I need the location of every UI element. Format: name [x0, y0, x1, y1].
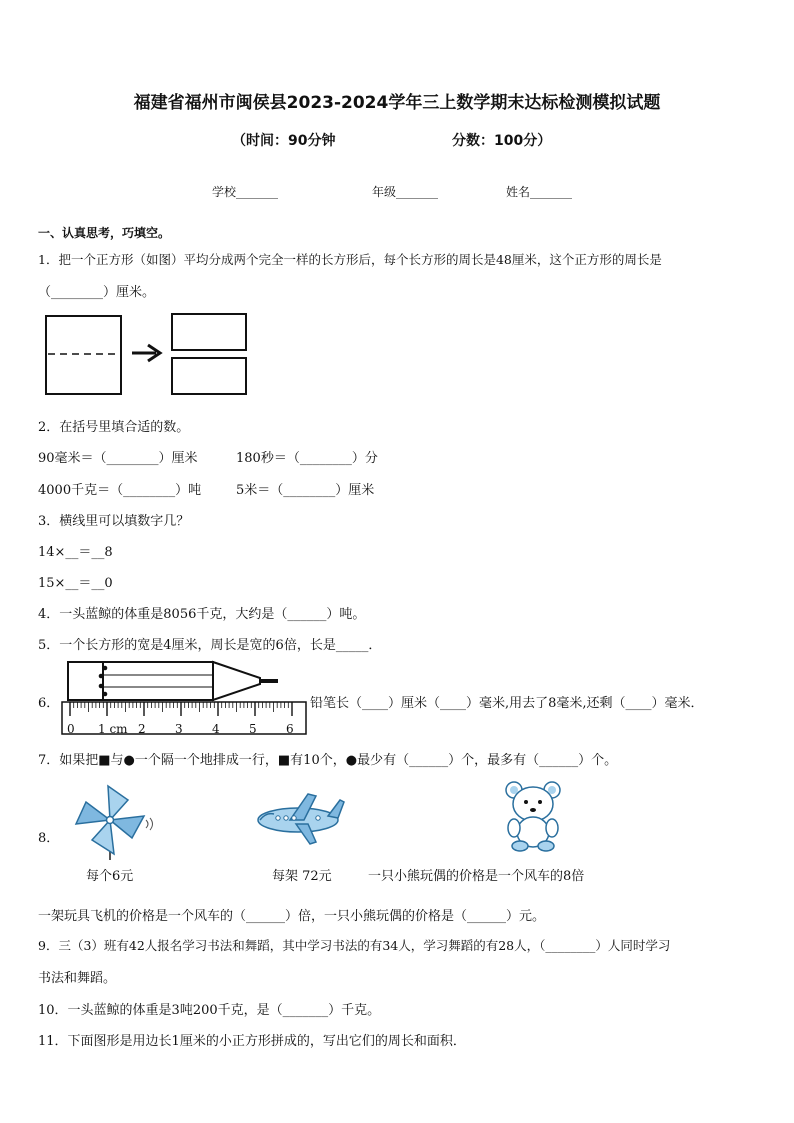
q2-text: 2．在括号里填合适的数。 — [38, 420, 190, 435]
q6-number: 6． — [38, 696, 60, 711]
ruler-label-0: 0 — [67, 722, 75, 736]
q3-b: 15×__＝__0 — [38, 576, 113, 591]
q8-text: 一架玩具飞机的价格是一个风车的（______）倍，一只小熊玩偶的价格是（______）元。 — [38, 909, 546, 924]
q8-number: 8． — [38, 831, 60, 846]
q8-caption-airplane: 每架 72元 — [272, 869, 332, 884]
q1-line2: （________）厘米。 — [38, 285, 156, 300]
section-heading: 一、认真思考，巧填空。 — [38, 226, 171, 240]
q2-a: 90毫米＝（________）厘米 — [38, 451, 198, 466]
exam-time: （时间：90分钟 — [232, 133, 336, 149]
q1-line1: 1．把一个正方形（如图）平均分成两个完全一样的长方形后，每个长方形的周长是48厘米，这个正方形的周长是 — [38, 252, 662, 267]
pencil-ruler-figure — [60, 658, 310, 738]
ruler-label-5: 5 — [249, 722, 257, 736]
square-split-figure — [40, 310, 252, 396]
q10-text: 10．一头蓝鲸的体重是3吨200千克，是（_______）千克。 — [38, 1003, 381, 1018]
pinwheel-icon — [72, 780, 158, 860]
ruler-label-4: 4 — [212, 722, 220, 736]
page-title: 福建省福州市闽侯县2023-2024学年三上数学期末达标检测模拟试题 — [133, 93, 661, 113]
name-field: 姓名_______ — [506, 185, 573, 199]
school-field: 学校_______ — [212, 185, 279, 199]
q8-caption-pinwheel: 每个6元 — [86, 869, 134, 884]
q3-text: 3．横线里可以填数字几？ — [38, 514, 190, 529]
q5-text: 5．一个长方形的宽是4厘米，周长是宽的6倍，长是_____． — [38, 638, 382, 653]
ruler-label-1: 1 cm — [98, 722, 128, 736]
q9-line1: 9．三（3）班有42人报名学习书法和舞蹈，其中学习书法的有34人，学习舞蹈的有28人，（________）人同时学习 — [38, 938, 671, 953]
q11-text: 11．下面图形是用边长1厘米的小正方形拼成的，写出它们的周长和面积． — [38, 1034, 466, 1049]
ruler-label-6: 6 — [286, 722, 294, 736]
grade-field: 年级_______ — [372, 185, 439, 199]
ruler-label-3: 3 — [175, 722, 183, 736]
q4-text: 4．一头蓝鲸的体重是8056千克，大约是（______）吨。 — [38, 607, 366, 622]
q2-b: 180秒＝（________）分 — [236, 451, 378, 466]
q9-line2: 书法和舞蹈。 — [38, 971, 117, 986]
q6-text: 铅笔长（____）厘米（____）毫米,用去了8毫米,还剩（____）毫米． — [310, 696, 704, 711]
teddy-bear-icon — [500, 780, 566, 852]
exam-score: 分数：100分） — [452, 133, 552, 149]
ruler-label-2: 2 — [138, 722, 146, 736]
airplane-icon — [256, 790, 346, 846]
q2-d: 5米＝（________）厘米 — [236, 483, 375, 498]
q7-text: 7．如果把■与●一个隔一个地排成一行，■有10个，●最少有（______）个，最多有（______）个。 — [38, 753, 618, 768]
q3-a: 14×__＝__8 — [38, 545, 113, 560]
q8-caption-bear: 一只小熊玩偶的价格是一个风车的8倍 — [368, 869, 585, 884]
q2-c: 4000千克＝（________）吨 — [38, 483, 202, 498]
